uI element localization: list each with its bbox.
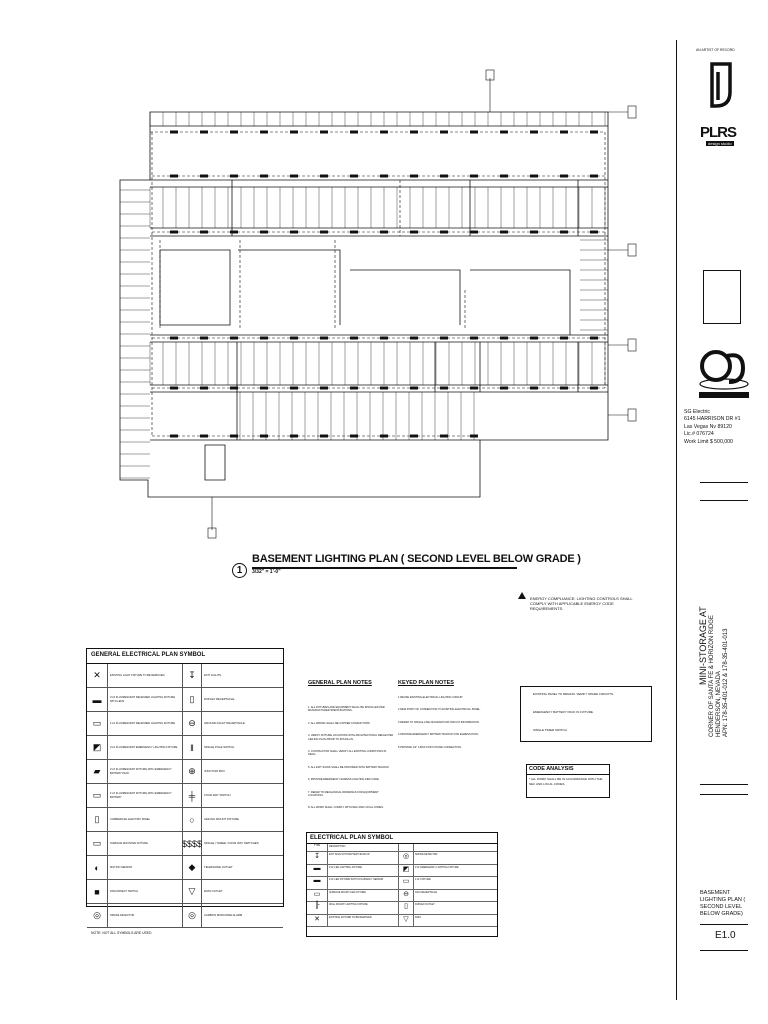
project-city: HENDERSON, NEVADA <box>716 671 722 737</box>
eps-desc: DUPLEX OUTLET <box>415 903 435 906</box>
legend-symbol: ↧ <box>183 664 202 687</box>
legend-row <box>87 688 283 712</box>
note-item: 7. REFER TO MECHANICAL DRAWINGS FOR EQUIPMENT LOCATIONS. <box>308 790 379 798</box>
legend-symbol: ⊖ <box>183 712 202 735</box>
note-item: 1. ALL FIXTURES AND EQUIPMENT SHALL BE INSTALLED PER MANUFACTURER SPECIFICATIONS. <box>308 706 385 713</box>
architect-brand: PLRS <box>700 124 737 141</box>
legend-symbol: ◩ <box>87 736 108 759</box>
project-name: MINI-STORAGE AT <box>698 606 708 685</box>
legend-symbol: ‖ <box>183 736 202 759</box>
legend-desc: MOTION SENSOR <box>108 856 183 879</box>
eps-symbol: ▽ <box>399 915 414 927</box>
code-analysis-text: * ALL WORK SHALL BE IN ACCORDANCE WITH THE NEC AND LOCAL CODES. <box>529 777 603 786</box>
contractor-info <box>684 409 741 446</box>
legend-title: GENERAL ELECTRICAL PLAN SYMBOL <box>87 649 283 664</box>
legend-symbol: ◆ <box>183 856 202 879</box>
legend-symbol: ○ <box>183 808 202 831</box>
title-underline <box>252 567 517 569</box>
legend-symbol: ▯ <box>183 688 202 711</box>
legend-desc: DISCONNECT SWITCH <box>108 880 183 903</box>
note-item: 6. PROVIDE EMERGENCY EGRESS LIGHTING PER CODE. <box>308 778 380 782</box>
legend-symbol: $$$$ <box>183 832 202 855</box>
eps-desc: EXIT SIGN WITH BATTERY BACKUP <box>328 852 399 864</box>
legend-symbol: ▭ <box>87 784 108 807</box>
note-item: 3. VERIFY FIXTURE LOCATIONS WITH ARCHITECTURAL REFLECTED CEILING PLAN PRIOR TO ROUGH-IN. <box>308 734 394 741</box>
legend-symbol: ✕ <box>87 664 108 687</box>
eps-col-desc: DESCRIPTION <box>328 844 399 851</box>
legend-desc: SINGLE POLE SWITCH <box>204 744 235 749</box>
general-symbol-legend <box>86 648 284 935</box>
note-item: 4 PROVIDE EMERGENCY BATTERY BACKUP FOR EGRESS PATH. <box>398 733 479 737</box>
eps-row <box>307 852 497 865</box>
note-item: 4. CONTRACTOR SHALL VERIFY ALL EXISTING CONDITIONS IN FIELD. <box>308 750 387 757</box>
legend-symbol: ▰ <box>87 760 108 783</box>
eps-desc: EXISTING FIXTURE TO BE REMOVED <box>328 915 399 927</box>
eps-desc: SMOKE DETECTOR <box>415 853 438 856</box>
energy-note-text: ENERGY COMPLIANCE: LIGHTING CONTROLS SHALL COMPLY WITH APPLICABLE ENERGY CODE REQUIREMENTS. <box>530 596 633 611</box>
eps-desc: SURFACE MOUNT LED FIXTURE <box>328 890 399 902</box>
eps-desc: 1'x4' FIXTURE <box>415 878 431 881</box>
legend-desc: 1'x4' FLUORESCENT FIXTURE WITH EMERGENCY BATTERY <box>108 784 183 807</box>
legend-desc: 2'x4' FLUORESCENT EMERGENCY LIGHTING FIXTURE <box>108 736 183 759</box>
legend-row <box>87 784 283 808</box>
contractor-address1: 6145 HARRISON DR #1 <box>684 416 741 423</box>
legend-symbol: ▽ <box>183 880 202 903</box>
contractor-license: Lic.# 076724 <box>684 431 714 438</box>
legend-desc: SURFACE MOUNTED FIXTURE <box>108 832 183 855</box>
eps-row <box>307 915 497 928</box>
legend-desc: EXISTING LIGHT FIXTURE TO BE REMOVED <box>108 664 183 687</box>
legend-desc: 1'x4' FLUORESCENT RECESSED LIGHTING FIXTURE <box>108 712 183 735</box>
legend-row <box>87 856 283 880</box>
legend-desc: COMMERCIAL ELECTRIC PANEL <box>108 808 183 831</box>
legend-symbol: ◐ <box>87 856 108 879</box>
right-note-3: SINGLE TIMER SWITCH <box>533 728 567 732</box>
eps-symbol: ▭ <box>399 877 414 889</box>
eps-desc: GFCI RECEPTACLE <box>415 890 438 894</box>
right-notes-box <box>520 686 652 742</box>
legend-row <box>87 880 283 904</box>
eps-col-type: TYPE <box>307 844 328 851</box>
legend-desc: DUPLEX RECEPTACLE <box>204 696 235 701</box>
legend-footer: NOTE: NOT ALL SYMBOLS ARE USED. <box>91 931 153 935</box>
eps-symbol: ⊖ <box>399 890 414 902</box>
general-notes-title: GENERAL PLAN NOTES <box>308 680 372 686</box>
eps-symbol: ↧ <box>307 852 328 864</box>
lighting-plan-drawing <box>100 60 650 550</box>
legend-desc: 2'x4' FLUORESCENT RECESSED LIGHTING FIXTURE WITH LENS <box>108 688 183 711</box>
legend-desc: SINGLE / THREE / FOUR WAY SWITCHES <box>204 840 259 845</box>
legend-desc: EXIT LIGHTS <box>204 672 222 677</box>
sheet-description: BASEMENT LIGHTING PLAN ( SECOND LEVEL BELOW GRADE) <box>700 890 746 917</box>
eps-symbol: ▯ <box>399 902 414 914</box>
legend-symbol: ◎ <box>87 904 108 927</box>
legend-symbol: ▭ <box>87 712 108 735</box>
title-block-border <box>676 40 677 1000</box>
note-item: 8. ALL WORK SHALL COMPLY WITH NEC AND LOCAL CODES. <box>308 806 384 810</box>
note-item: 2. ALL WIRING SHALL BE COPPER CONDUCTORS. <box>308 721 371 725</box>
legend-desc: SMOKE DETECTOR <box>108 904 183 927</box>
eps-row <box>307 902 497 915</box>
legend-row <box>87 664 283 688</box>
general-notes <box>308 680 394 819</box>
legend-row <box>87 904 283 928</box>
eps-symbol: ✕ <box>307 915 328 927</box>
project-info <box>698 555 728 745</box>
contractor-work-limit: Work Limit $ 500,000 <box>684 438 733 445</box>
electrical-plan-symbol-table <box>306 832 498 937</box>
legend-symbol: ▯ <box>87 808 108 831</box>
eps-row <box>307 877 497 890</box>
note-item: 2 NEW POINT OF CONNECTION TO EXISTING ELECTRICAL PANEL. <box>398 708 481 712</box>
legend-desc: DATA OUTLET <box>204 888 223 893</box>
legend-symbol: ■ <box>87 880 108 903</box>
code-analysis-title: CODE ANALYSIS <box>529 766 574 772</box>
legend-desc: FOUR WAY SWITCH <box>204 792 231 797</box>
plan-scale: 3/32" = 1'-0" <box>252 569 281 575</box>
legend-symbol: ▬ <box>87 688 108 711</box>
right-note-2: EMERGENCY BATTERY PACK IN FIXTURE. <box>533 710 594 714</box>
legend-row <box>87 736 283 760</box>
note-item: 3 REFER TO SINGLE LINE DIAGRAM FOR CIRCUIT INFORMATION. <box>398 720 480 724</box>
right-note-1: EXISTING PANEL TO REMAIN. VERIFY SPARE CIRCUITS. <box>533 692 614 696</box>
eps-desc: 2'x4' EMERGENCY LIGHTING FIXTURE <box>415 865 459 869</box>
eps-title: ELECTRICAL PLAN SYMBOL <box>307 833 497 844</box>
eps-row <box>307 890 497 903</box>
architect-sub: design studio <box>708 141 732 146</box>
legend-desc: TELEPHONE OUTLET <box>204 864 233 869</box>
note-item: 5 PROVIDE 1/2" J-BOX FOR FUTURE CONNECTION. <box>398 745 462 749</box>
contractor-name: SG Electric <box>684 409 710 415</box>
keyed-notes <box>398 680 484 758</box>
eps-desc: 2'x4' LED LIGHTING FIXTURE <box>328 865 399 877</box>
legend-symbol: ╪ <box>183 784 202 807</box>
plan-title: BASEMENT LIGHTING PLAN ( SECOND LEVEL BELOW GRADE ) <box>252 553 581 565</box>
legend-symbol: ⊕ <box>183 760 202 783</box>
eps-desc: WALL MOUNT LIGHTING FIXTURE <box>328 902 399 914</box>
eps-symbol: ▭ <box>307 890 328 902</box>
legend-symbol: ▭ <box>87 832 108 855</box>
architect-label: AN ARTIST OF RECORD <box>696 48 735 52</box>
project-apn: APN: 178-35-401-012 & 178-35-401-013 <box>723 628 729 737</box>
legend-desc: GROUND FAULT RECEPTACLE <box>204 720 245 725</box>
legend-desc: CEILING MOUNT FIXTURE <box>204 816 239 821</box>
stamp-notice-box <box>703 270 741 324</box>
legend-row <box>87 712 283 736</box>
legend-row <box>87 832 283 856</box>
keyed-notes-title: KEYED PLAN NOTES <box>398 680 454 686</box>
eps-symbol: ╟ <box>307 902 328 914</box>
eps-symbol: ◩ <box>399 865 414 877</box>
warning-icon <box>518 592 526 599</box>
contractor-address2: Las Vegas Nv 89120 <box>684 423 732 430</box>
code-analysis-box <box>526 764 610 798</box>
eps-symbol: ▬ <box>307 865 328 877</box>
plrs-logo <box>704 62 738 116</box>
legend-desc: CARBON MONOXIDE ALARM <box>204 912 243 917</box>
eps-symbol: ◎ <box>399 852 414 864</box>
note-item: 5. ALL EXIT SIGNS SHALL BE PROVIDED WITH BATTERY BACKUP. <box>308 765 390 769</box>
note-item: 1 REUSE EXISTING ELECTRICAL LIGHTING CIRCUIT. <box>398 696 464 699</box>
legend-desc: JUNCTION BOX <box>204 768 225 773</box>
plan-number-bubble: 1 <box>232 563 247 578</box>
sg-electric-logo <box>697 346 751 402</box>
legend-symbol: ◎ <box>183 904 202 927</box>
sheet-number: E1.0 <box>715 930 736 941</box>
legend-desc: 2'x4' FLUORESCENT FIXTURE WITH EMERGENCY BATTERY PACK <box>108 760 183 783</box>
eps-symbol: ▬ <box>307 877 328 889</box>
legend-row <box>87 808 283 832</box>
project-street: CORNER OF SANTA FE & HORIZON RIDGE <box>709 615 715 737</box>
eps-desc: 2'x4' LED FIXTURE WITH OCCUPANCY SENSOR <box>328 877 399 889</box>
eps-row <box>307 865 497 878</box>
energy-note-box <box>518 592 648 664</box>
eps-desc: DATA <box>415 915 422 919</box>
legend-row <box>87 760 283 784</box>
